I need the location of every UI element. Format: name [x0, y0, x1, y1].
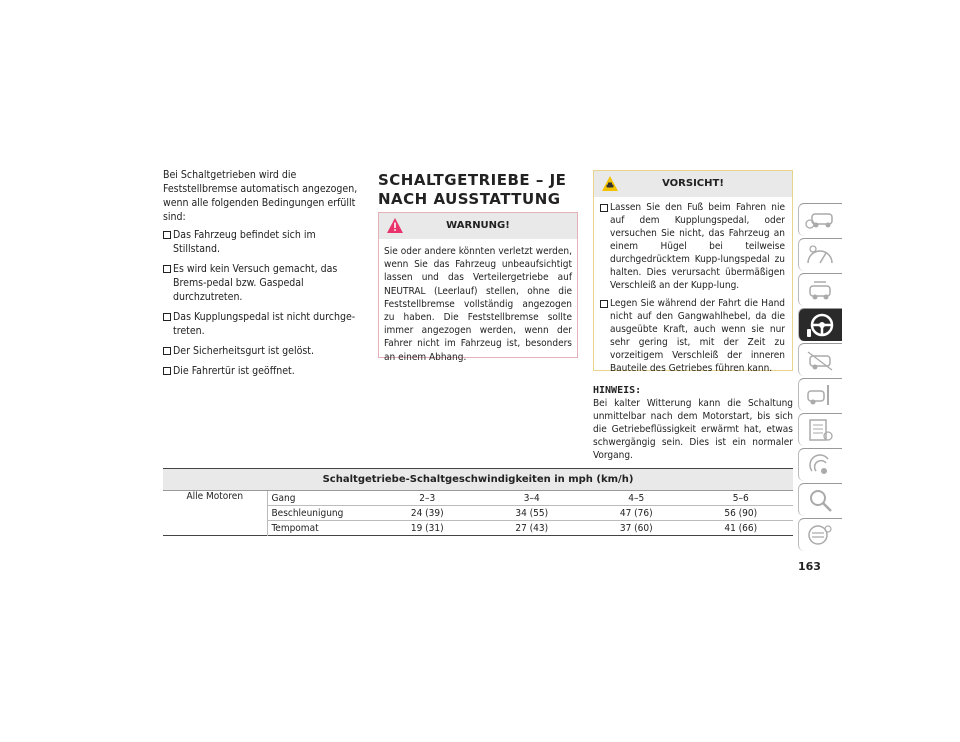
bullet-item: Die Fahrertür ist geöffnet. — [163, 364, 363, 378]
row-label: Beschleunigung — [267, 506, 375, 521]
table-cell: 27 (43) — [515, 522, 549, 534]
page-number: 163 — [798, 560, 821, 573]
table-cell: 37 (60) — [619, 522, 653, 534]
chapter-tabs — [798, 203, 842, 553]
tab-index[interactable] — [798, 483, 842, 516]
row-label: Gang — [267, 491, 375, 506]
table-cell: 47 (76) — [584, 506, 689, 521]
table-cell: 56 (90) — [689, 506, 794, 521]
bullet-item: Das Fahrzeug befindet sich im Stillstand. — [163, 228, 363, 256]
tab-dashboard-lights[interactable] — [798, 238, 842, 271]
tab-multimedia[interactable] — [798, 448, 842, 481]
tab-safety[interactable] — [798, 273, 842, 306]
steering-wheel-icon — [804, 311, 836, 339]
specifications-icon — [804, 416, 836, 444]
emergency-icon — [804, 346, 836, 374]
table-row — [163, 491, 793, 506]
multimedia-icon — [804, 451, 836, 479]
shift-speed-table — [163, 468, 793, 536]
caution-body — [594, 197, 792, 375]
caution-header — [594, 171, 792, 197]
tab-languages[interactable] — [798, 518, 842, 551]
caution-title: VORSICHT! — [662, 178, 724, 189]
table-title: Schaltgetriebe-Schaltgeschwindigkeiten in mph (km/h) — [163, 469, 793, 491]
table-cell: 19 (31) — [410, 522, 444, 534]
table-cell: 5–6 — [689, 491, 794, 506]
search-icon — [804, 486, 836, 514]
note-text: Bei kalter Witterung kann die Schaltung unmittelbar nach dem Motorstart, bis sich die Getriebeflüssigkeit erwärmt hat, etwas schwergängig sein. Dies ist ein normaler Vorgang. — [593, 398, 793, 461]
intro-column — [163, 168, 363, 384]
bullet-item: Der Sicherheitsgurt ist gelöst. — [163, 344, 363, 358]
warning-header — [379, 213, 577, 239]
warning-box — [378, 212, 578, 363]
languages-icon — [804, 521, 836, 549]
note-block — [593, 384, 793, 462]
dashboard-lights-icon — [804, 241, 836, 269]
table-header-row — [163, 469, 793, 491]
tab-service[interactable] — [798, 378, 842, 411]
warning-triangle-icon — [387, 218, 403, 233]
warning-title: WARNUNG! — [446, 220, 510, 231]
warning-text: Sie oder andere könnten verletzt werden, wenn Sie das Fahrzeug unbeaufsichtigt lassen und das Verteilergetriebe auf NEUTRAL (Leerlauf) stellen, ohne die Feststellbremse vollständig angezogen zu haben. Die Feststellbremse sollte immer angezogen werden, wenn der Fahrer nicht im Fahrzeug ist, besonders an einem Abhang. — [384, 246, 572, 363]
caution-bullet: Lassen Sie den Fuß beim Fahren nie auf dem Kupplungspedal, oder versuchen Sie nicht, das Fahrzeug an einem Hügel bei teilweise durchgedrücktem Kupp-lungspedal zu halten. Dies verursacht übermäßigen Verschleiß an der Kupp-lung. — [600, 201, 785, 292]
table-cell: 34 (55) — [480, 506, 585, 521]
row-label: Tempomat — [267, 521, 375, 536]
service-icon — [804, 381, 836, 409]
table-cell: 24 (39) — [375, 506, 480, 521]
tab-emergency[interactable] — [798, 343, 842, 376]
table-cell: 41 (66) — [724, 522, 758, 534]
caution-box — [593, 170, 793, 374]
engine-cell: Alle Motoren — [186, 491, 244, 502]
section-heading: SCHALTGETRIEBE – JE NACH AUSSTATTUNG — [378, 171, 567, 208]
note-label: HINWEIS: — [593, 385, 642, 396]
bullet-item: Das Kupplungspedal ist nicht durchge-treten. — [163, 310, 363, 338]
tab-starting-operating[interactable] — [798, 308, 842, 341]
tab-specifications[interactable] — [798, 413, 842, 446]
bullet-item: Es wird kein Versuch gemacht, das Brems-pedal bzw. Gaspedal durchzutreten. — [163, 262, 363, 304]
safety-icon — [804, 276, 836, 304]
table-cell: 3–4 — [480, 491, 585, 506]
intro-text: Bei Schaltgetrieben wird die Feststellbremse automatisch angezogen, wenn alle folgenden Bedingungen erfüllt sind: — [163, 169, 358, 223]
table-cell: 2–3 — [375, 491, 480, 506]
caution-bullet: Legen Sie während der Fahrt die Hand nicht auf den Gangwahlhebel, da die ausgeübte Kraft, auch wenn sie nur sehr gering ist, mit der Zeit zu vorzeitigem Verschleiß der inneren Bauteile des Getriebes führen kann. — [600, 297, 785, 375]
car-info-icon — [804, 206, 836, 234]
tab-car-info[interactable] — [798, 203, 842, 236]
caution-car-icon — [602, 176, 618, 191]
table-cell: 4–5 — [584, 491, 689, 506]
